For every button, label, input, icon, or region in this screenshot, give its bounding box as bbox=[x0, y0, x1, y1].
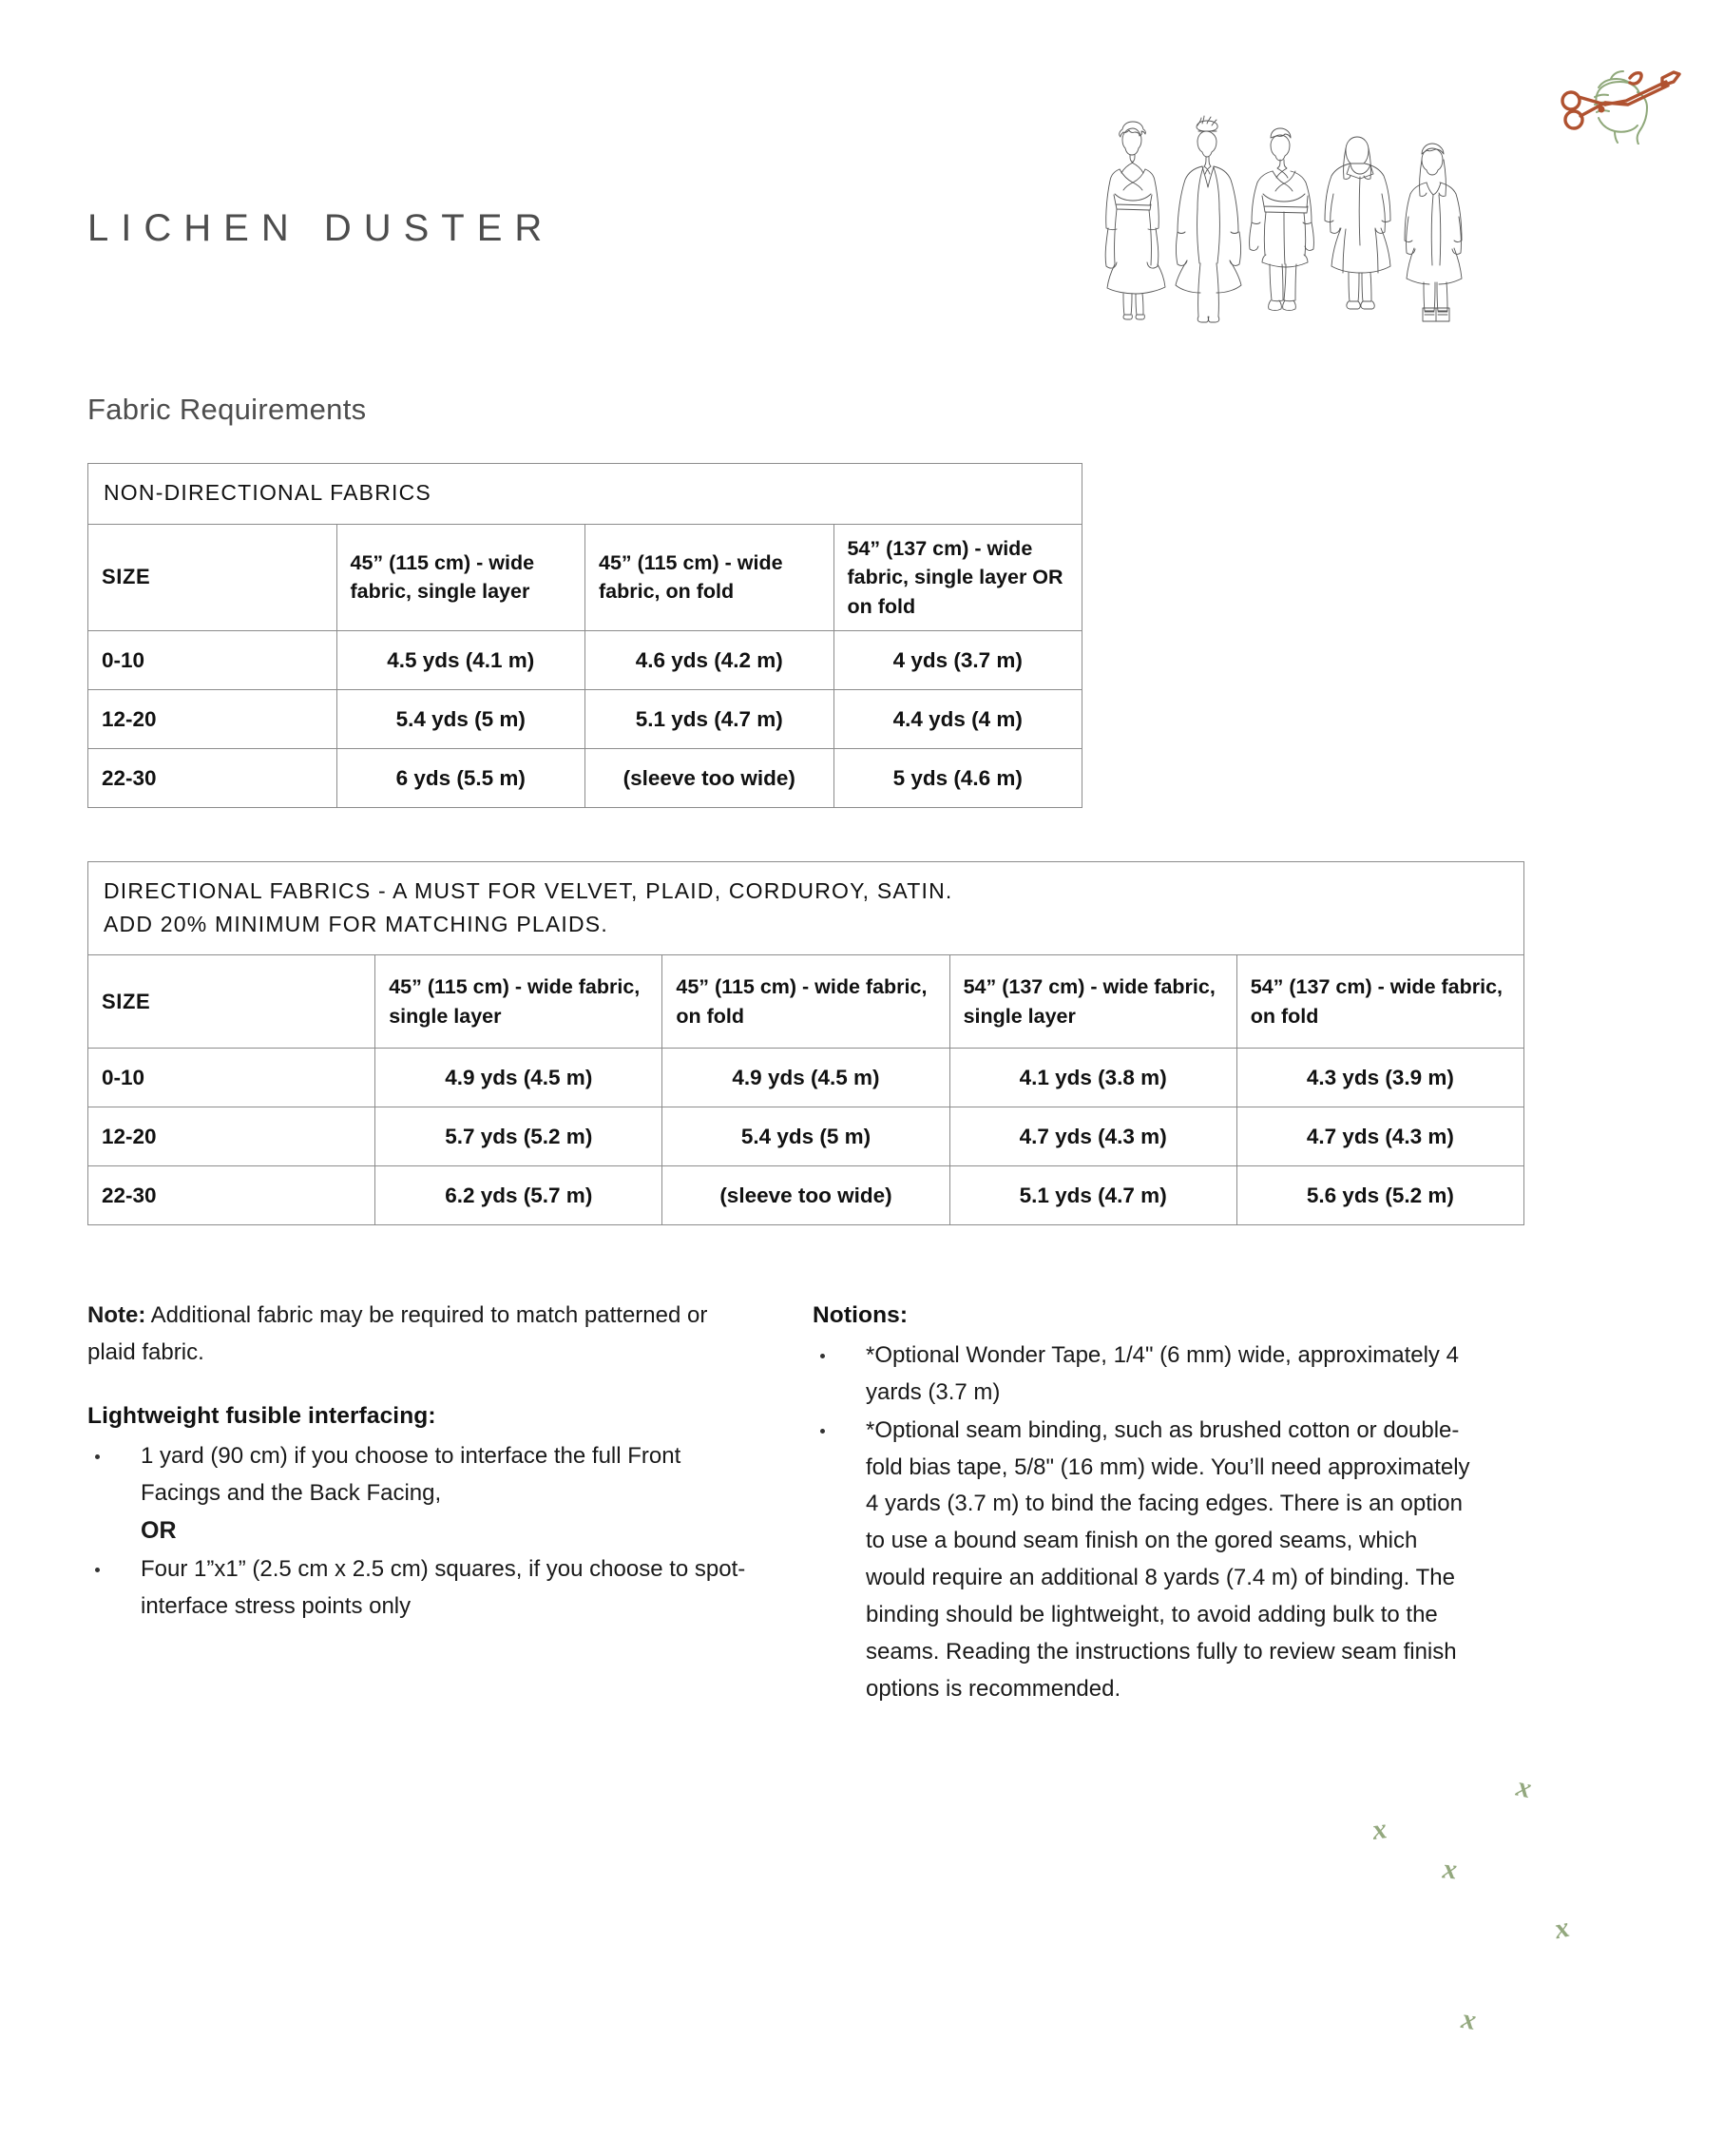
five-figures-illustration bbox=[1099, 87, 1517, 335]
yardage-value: 4.3 yds (3.9 m) bbox=[1236, 1049, 1523, 1107]
decorative-x-icon: x bbox=[1513, 1770, 1535, 1805]
notions-column bbox=[813, 1298, 1478, 1709]
decorative-x-icon: x bbox=[1441, 1853, 1459, 1886]
yardage-value: 5 yds (4.6 m) bbox=[833, 749, 1082, 808]
column-header-45-fold: 45” (115 cm) - wide fabric, on fold bbox=[585, 524, 834, 631]
yardage-value: 4.4 yds (4 m) bbox=[833, 690, 1082, 749]
size-label: 0-10 bbox=[88, 631, 337, 690]
size-label: 0-10 bbox=[88, 1049, 375, 1107]
yardage-value: 5.7 yds (5.2 m) bbox=[375, 1107, 662, 1166]
decorative-x-icon: x bbox=[1370, 1813, 1389, 1846]
size-label: 12-20 bbox=[88, 1107, 375, 1166]
notions-heading: Notions: bbox=[813, 1302, 909, 1328]
yardage-value: 6.2 yds (5.7 m) bbox=[375, 1166, 662, 1225]
table-row bbox=[88, 1107, 1524, 1166]
decorative-x-icon: x bbox=[1459, 2003, 1479, 2036]
column-header-45-fold: 45” (115 cm) - wide fabric, on fold bbox=[662, 955, 949, 1049]
yardage-value: 6 yds (5.5 m) bbox=[336, 749, 585, 808]
table-row bbox=[88, 1166, 1524, 1225]
size-label: 12-20 bbox=[88, 690, 337, 749]
yardage-value: 5.1 yds (4.7 m) bbox=[585, 690, 834, 749]
interfacing-heading: Lightweight fusible interfacing: bbox=[87, 1402, 436, 1429]
list-item bbox=[87, 1438, 753, 1550]
yardage-value: 4.7 yds (4.3 m) bbox=[949, 1107, 1236, 1166]
table-header-row bbox=[88, 955, 1524, 1049]
yardage-value: 4.6 yds (4.2 m) bbox=[585, 631, 834, 690]
table-row bbox=[88, 749, 1082, 808]
column-header-45-single: 45” (115 cm) - wide fabric, single layer bbox=[375, 955, 662, 1049]
list-item: Four 1”x1” (2.5 cm x 2.5 cm) squares, if you choose to spot-interface stress points only bbox=[87, 1551, 753, 1626]
column-header-size: SIZE bbox=[88, 524, 337, 631]
yardage-value: 4 yds (3.7 m) bbox=[833, 631, 1082, 690]
yardage-value: (sleeve too wide) bbox=[662, 1166, 949, 1225]
directional-fabrics-table bbox=[87, 861, 1524, 1225]
table-row bbox=[88, 1049, 1524, 1107]
note-label: Note: bbox=[87, 1302, 146, 1328]
or-separator: OR bbox=[141, 1517, 177, 1545]
table-banner-line-1: DIRECTIONAL FABRICS - A MUST FOR VELVET, PLAID, CORDUROY, SATIN. bbox=[104, 878, 953, 903]
yardage-value: 5.6 yds (5.2 m) bbox=[1236, 1166, 1523, 1225]
page-header bbox=[0, 0, 1724, 380]
yardage-value: 4.9 yds (4.5 m) bbox=[662, 1049, 949, 1107]
notions-list bbox=[813, 1338, 1478, 1708]
hand-holding-scissors-logo bbox=[1544, 49, 1687, 144]
yardage-value: 5.4 yds (5 m) bbox=[662, 1107, 949, 1166]
table-banner-row bbox=[88, 862, 1524, 955]
notes-column bbox=[87, 1298, 753, 1627]
table-row bbox=[88, 690, 1082, 749]
yardage-value: 4.9 yds (4.5 m) bbox=[375, 1049, 662, 1107]
yardage-value: 4.7 yds (4.3 m) bbox=[1236, 1107, 1523, 1166]
table-banner-label: NON-DIRECTIONAL FABRICS bbox=[88, 464, 1082, 525]
interfacing-list bbox=[87, 1438, 753, 1626]
table-header-row bbox=[88, 524, 1082, 631]
size-label: 22-30 bbox=[88, 749, 337, 808]
column-header-54-fold: 54” (137 cm) - wide fabric, on fold bbox=[1236, 955, 1523, 1049]
table-banner-label bbox=[88, 862, 1524, 955]
column-header-45-single: 45” (115 cm) - wide fabric, single layer bbox=[336, 524, 585, 631]
yardage-value: 5.1 yds (4.7 m) bbox=[949, 1166, 1236, 1225]
list-item: *Optional Wonder Tape, 1/4" (6 mm) wide, approximately 4 yards (3.7 m) bbox=[813, 1338, 1478, 1412]
table-banner-row bbox=[88, 464, 1082, 525]
fabric-note bbox=[87, 1298, 753, 1372]
note-text: Additional fabric may be required to match patterned or plaid fabric. bbox=[87, 1302, 708, 1365]
yardage-value: 5.4 yds (5 m) bbox=[336, 690, 585, 749]
column-header-54: 54” (137 cm) - wide fabric, single layer OR on fold bbox=[833, 524, 1082, 631]
yardage-value: (sleeve too wide) bbox=[585, 749, 834, 808]
interfacing-option-1: 1 yard (90 cm) if you choose to interface the full Front Facings and the Back Facing, bbox=[141, 1442, 681, 1506]
column-header-54-single: 54” (137 cm) - wide fabric, single layer bbox=[949, 955, 1236, 1049]
size-label: 22-30 bbox=[88, 1166, 375, 1225]
list-item: *Optional seam binding, such as brushed cotton or double-fold bias tape, 5/8" (16 mm) wide. You’ll need approximately 4 yards (3.7 m) to bind the facing edges. There is an option to use a bound seam finish on the gored seams, which would require an additional 8 yards (7.4 m) of binding. The binding should be lightweight, to avoid adding bulk to the seams. Reading the instructions fully to review seam finish options is recommended. bbox=[813, 1413, 1478, 1708]
table-row bbox=[88, 631, 1082, 690]
column-header-size: SIZE bbox=[88, 955, 375, 1049]
yardage-value: 4.1 yds (3.8 m) bbox=[949, 1049, 1236, 1107]
table-banner-line-2: ADD 20% MINIMUM FOR MATCHING PLAIDS. bbox=[104, 911, 608, 936]
page-title: LICHEN DUSTER bbox=[87, 207, 555, 249]
fabric-requirements-heading: Fabric Requirements bbox=[87, 393, 367, 426]
yardage-value: 4.5 yds (4.1 m) bbox=[336, 631, 585, 690]
non-directional-fabrics-table bbox=[87, 463, 1082, 808]
decorative-x-icon: x bbox=[1551, 1911, 1573, 1946]
